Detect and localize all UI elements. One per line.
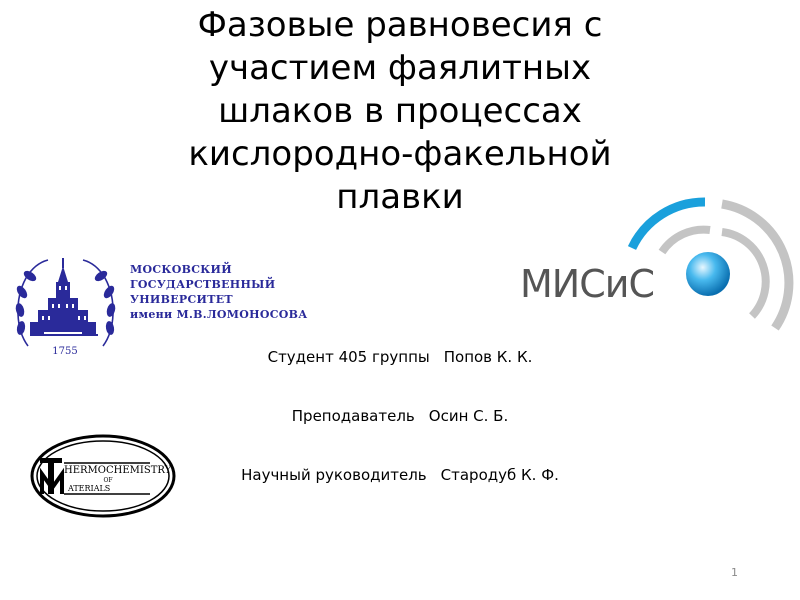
student-role: Студент 405 группы bbox=[267, 348, 430, 366]
teacher-line bbox=[180, 407, 620, 425]
title-line: участием фаялитных bbox=[208, 48, 592, 88]
supervisor-name: Стародуб К. Ф. bbox=[440, 466, 559, 484]
teacher-role: Преподаватель bbox=[291, 407, 415, 425]
msu-name-line: УНИВЕРСИТЕТ bbox=[130, 293, 233, 306]
slide-title bbox=[100, 4, 700, 219]
msu-name-line: МОСКОВСКИЙ bbox=[130, 263, 232, 276]
title-line: шлаков в процессах bbox=[218, 91, 582, 131]
msu-name-line: ГОСУДАРСТВЕННЫЙ bbox=[130, 278, 276, 291]
misis-wordmark: МИСиС bbox=[520, 262, 654, 306]
msu-name-line: имени М.В.ЛОМОНОСОВА bbox=[130, 308, 308, 321]
msu-emblem-logo bbox=[8, 250, 123, 362]
title-line: плавки bbox=[336, 177, 464, 217]
teacher-name: Осин С. Б. bbox=[428, 407, 509, 425]
thermochemistry-logo bbox=[28, 432, 178, 520]
supervisor-line bbox=[180, 466, 620, 484]
student-name: Попов К. К. bbox=[443, 348, 533, 366]
supervisor-role: Научный руководитель bbox=[241, 466, 427, 484]
student-line bbox=[180, 348, 620, 366]
title-line: Фазовые равновесия с bbox=[197, 5, 603, 45]
msu-year-text: 1755 bbox=[52, 346, 78, 357]
title-line: кислородно-факельной bbox=[188, 134, 612, 174]
thermo-line3: ATERIALS bbox=[68, 484, 111, 493]
thermo-line2: OF bbox=[103, 477, 113, 484]
slide-number: 1 bbox=[731, 566, 738, 579]
thermo-line1: HERMOCHEMISTRY bbox=[64, 465, 172, 476]
msu-name-block bbox=[130, 262, 308, 322]
